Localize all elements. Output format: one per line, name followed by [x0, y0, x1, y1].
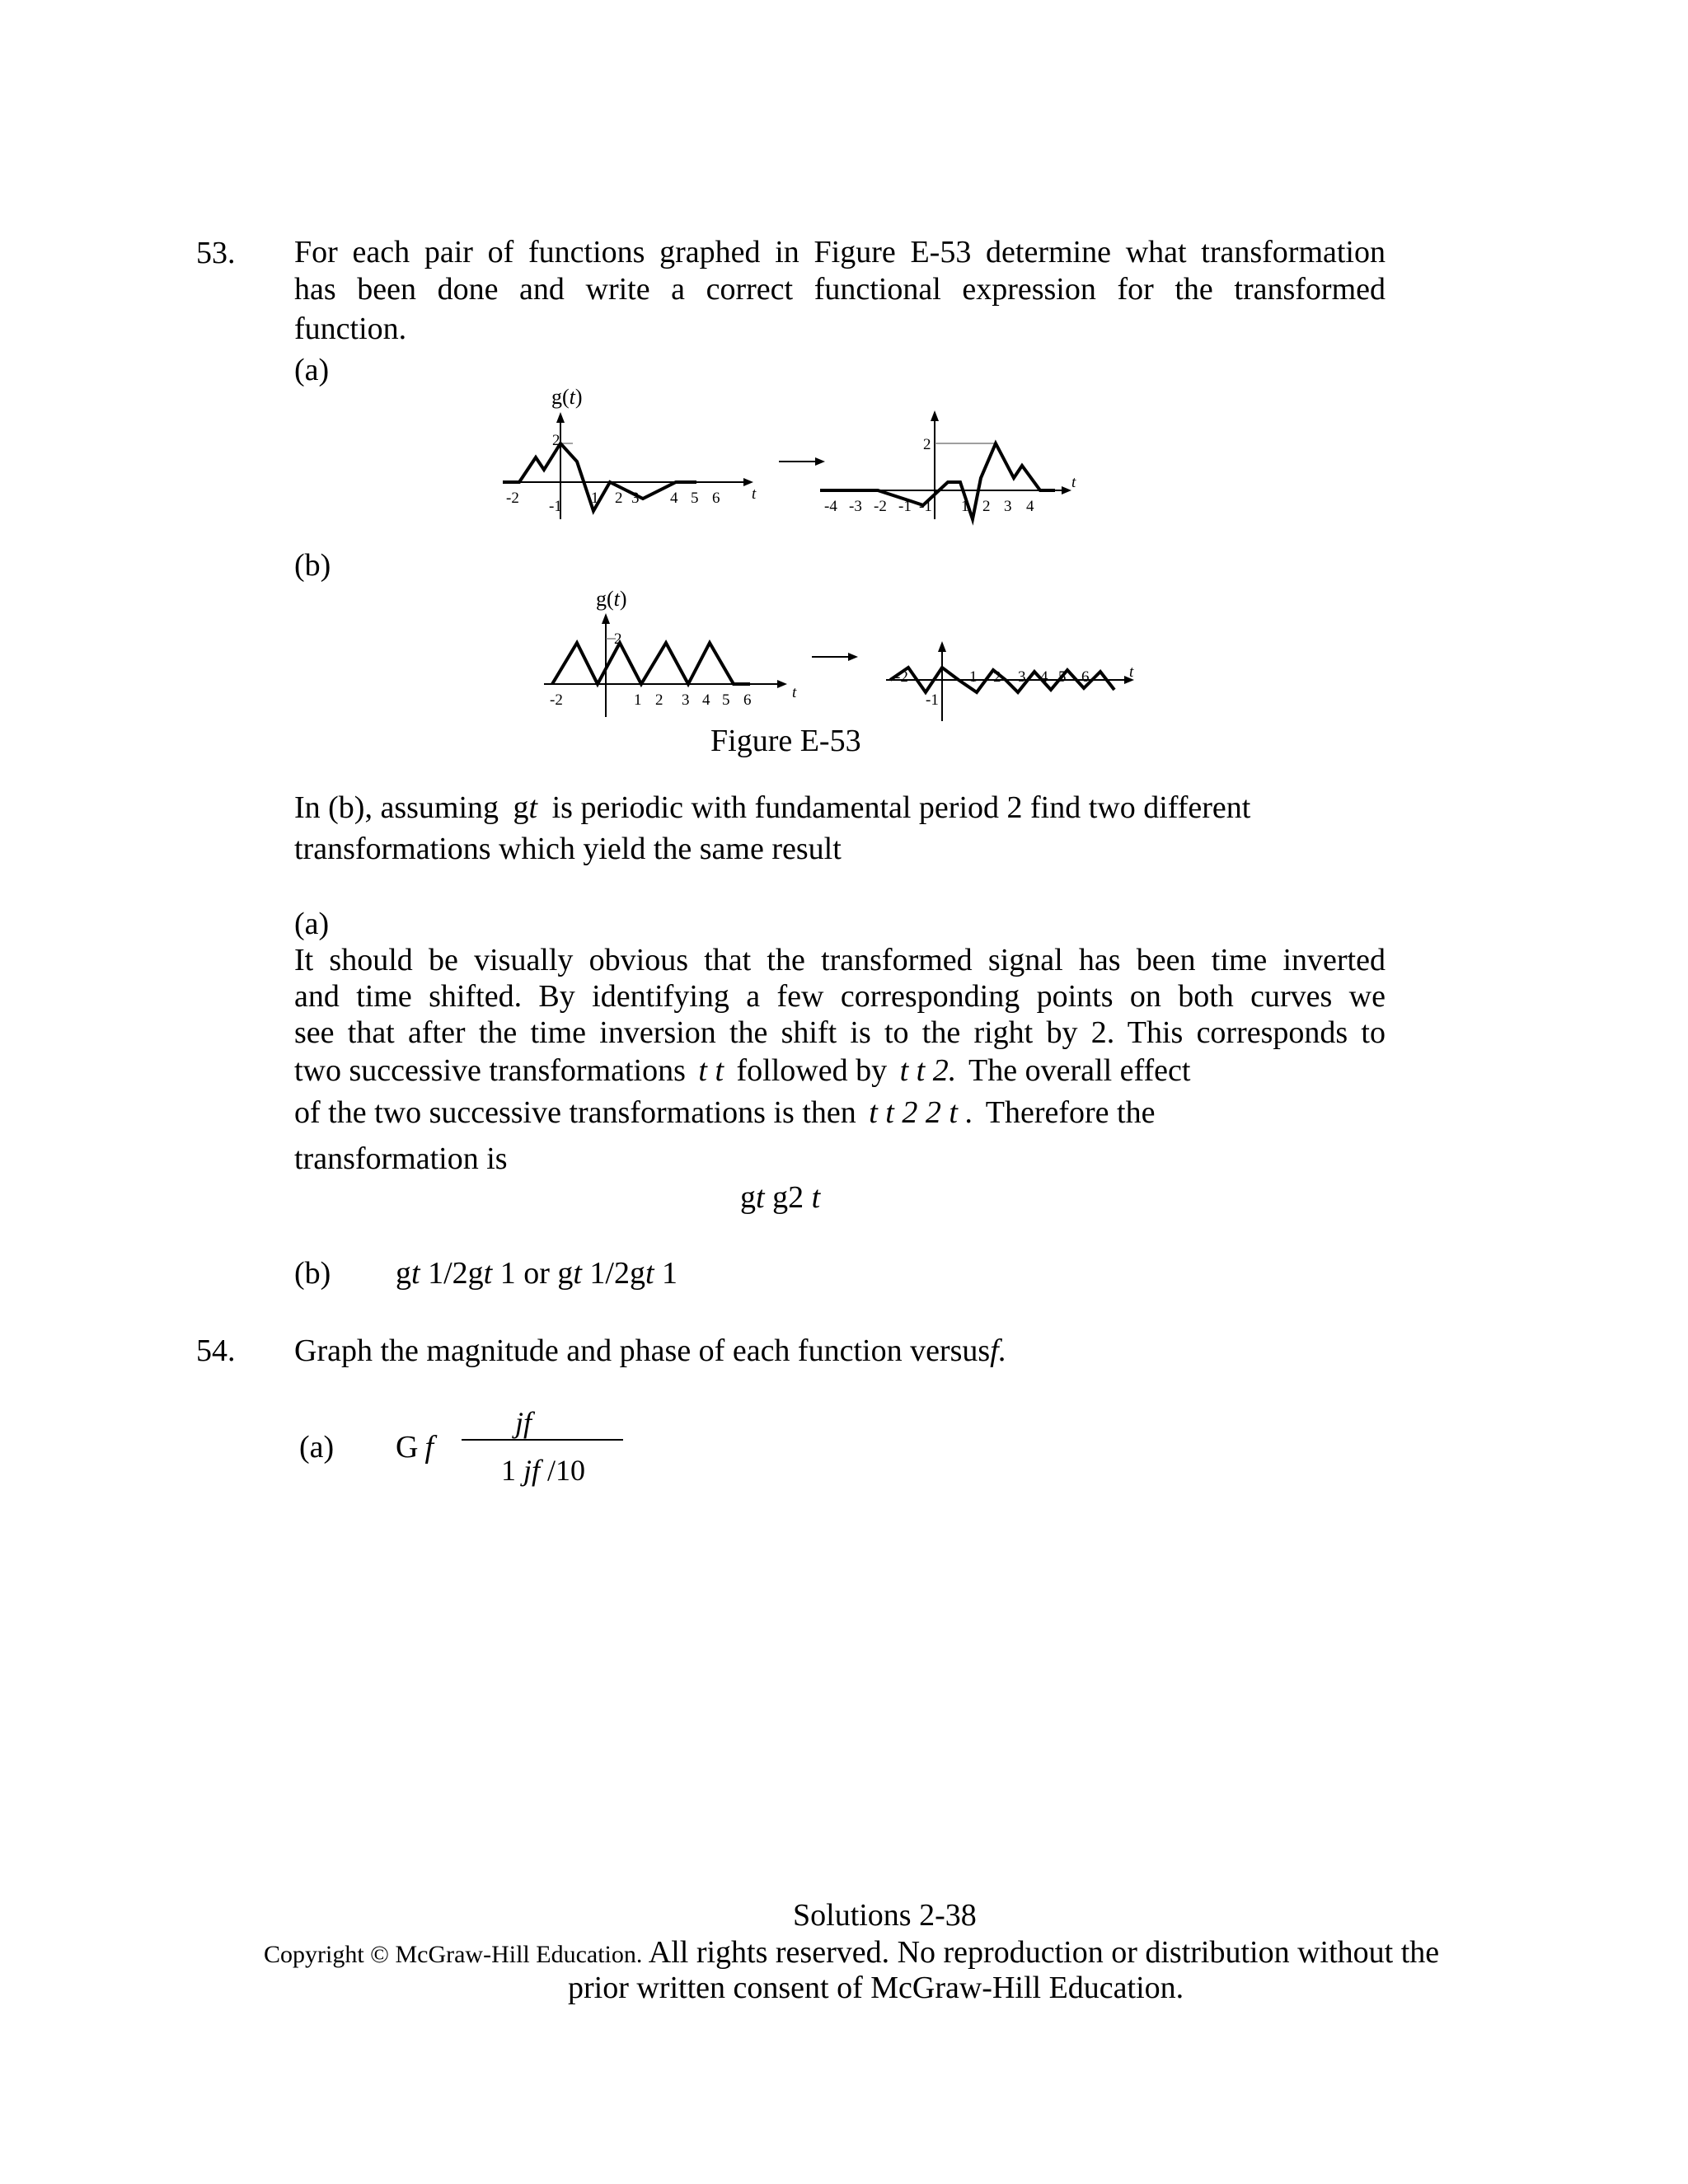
- tick: 4: [702, 691, 710, 709]
- tick: 1: [591, 490, 599, 507]
- tick: 4: [1026, 498, 1034, 515]
- tick: -2: [506, 490, 519, 507]
- problem-statement-line-2: has been done and write a correct functional expression for the transformed: [294, 272, 1386, 307]
- part-a-label: (a): [299, 1430, 335, 1465]
- tick: 3: [682, 691, 690, 709]
- tick: 2: [655, 691, 663, 709]
- ylabel: g(t): [596, 587, 627, 611]
- solution-a-line-2: and time shifted. By identifying a few corresponding points on both curves we: [294, 979, 1386, 1014]
- y-mark: 2: [923, 436, 931, 453]
- periodic-waveform: [552, 643, 750, 684]
- tick: -2: [895, 668, 908, 686]
- solution-a-line-4: two successive transformations t t followed by t t 2. The overall effect: [294, 1053, 1191, 1088]
- question-b-line-1: In (b), assuming gt is periodic with fundamental period 2 find two different: [294, 790, 1251, 825]
- tick: 5: [691, 490, 699, 507]
- figure-caption: Figure E-53: [710, 724, 861, 758]
- y-mark: 2: [614, 630, 622, 648]
- solution-b-expression: gt 1/2gt 1 or gt 1/2gt 1: [396, 1256, 678, 1291]
- solution-a-result: gt g2 t: [740, 1180, 821, 1215]
- tick: 6: [743, 691, 752, 709]
- tick: 2: [982, 498, 991, 515]
- page-number: Solutions 2-38: [793, 1898, 977, 1933]
- tick: 3: [1018, 668, 1026, 686]
- solution-a-line-3: see that after the time inversion the shift is to the right by 2. This corresponds to: [294, 1015, 1386, 1050]
- x-axis-arrowhead: [1062, 486, 1071, 494]
- problem-statement-line-1: For each pair of functions graphed in Figure E-53 determine what transformation: [294, 235, 1386, 269]
- part-b-label: (b): [294, 548, 331, 583]
- ylabel: g(t): [551, 385, 583, 409]
- tick: 1: [634, 691, 642, 709]
- y-axis-arrowhead: [931, 410, 939, 421]
- copyright-line-1: Copyright © McGraw-Hill Education. All rights reserved. No reproduction or distribution without the: [264, 1935, 1440, 1970]
- g-t-waveform: [503, 443, 696, 511]
- x-var: t: [1129, 663, 1134, 681]
- tick: 6: [1081, 668, 1090, 686]
- tick: -1: [919, 498, 932, 515]
- tick: -2: [874, 498, 887, 515]
- y-mark: 2: [552, 432, 560, 449]
- tick: 1: [969, 668, 978, 686]
- fraction-numerator: jf: [515, 1406, 532, 1439]
- fraction-denominator: 1 jf /10: [501, 1454, 586, 1487]
- fraction-bar: [462, 1439, 623, 1441]
- solution-a-line-5: of the two successive transformations is then t t 2 2 t . Therefore the: [294, 1095, 1156, 1130]
- transform-arrow-b: [812, 649, 861, 665]
- part-a-label: (a): [294, 353, 330, 387]
- tick: -4: [824, 498, 837, 515]
- tick: -2: [550, 691, 563, 709]
- solution-b-label: (b): [294, 1256, 331, 1291]
- y-axis-arrowhead: [556, 412, 565, 423]
- x-var: t: [752, 485, 757, 503]
- tick: 4: [670, 490, 678, 507]
- tick: -1: [926, 691, 939, 709]
- tick: 2: [615, 490, 623, 507]
- figure-b-original-graph: [540, 585, 812, 717]
- tick: 1: [961, 498, 969, 515]
- tick: -1: [898, 498, 912, 515]
- tick: 3: [1004, 498, 1012, 515]
- solution-a-line-6: transformation is: [294, 1141, 508, 1176]
- tick: 5: [722, 691, 730, 709]
- copyright-line-2: prior written consent of McGraw-Hill Education.: [568, 1971, 1184, 2005]
- figure-a-original-graph: [495, 387, 767, 544]
- y-axis-arrowhead: [602, 613, 610, 624]
- problem-statement-line-3: function.: [294, 312, 407, 346]
- tick: 2: [993, 668, 1001, 686]
- y-axis-arrowhead: [938, 641, 946, 652]
- tick: 3: [631, 490, 640, 507]
- question-b-line-2: transformations which yield the same result: [294, 832, 842, 866]
- problem-statement: Graph the magnitude and phase of each function versusf.: [294, 1333, 1007, 1368]
- tick: -3: [849, 498, 862, 515]
- x-axis-arrowhead: [777, 680, 787, 688]
- tick: -1: [549, 498, 562, 515]
- solution-a-label: (a): [294, 907, 330, 941]
- x-var: t: [1071, 474, 1076, 491]
- tick: 4: [1040, 668, 1048, 686]
- transfer-function-symbol: G f: [396, 1430, 434, 1465]
- x-var: t: [792, 684, 797, 701]
- problem-number: 53.: [196, 236, 236, 270]
- tick: 6: [712, 490, 720, 507]
- tick: 5: [1058, 668, 1067, 686]
- figure-a-transformed-graph: [816, 404, 1096, 523]
- figure-b-transformed-graph: [874, 630, 1154, 725]
- problem-number: 54.: [196, 1333, 236, 1368]
- solution-a-line-1: It should be visually obvious that the transformed signal has been time inverted: [294, 943, 1386, 977]
